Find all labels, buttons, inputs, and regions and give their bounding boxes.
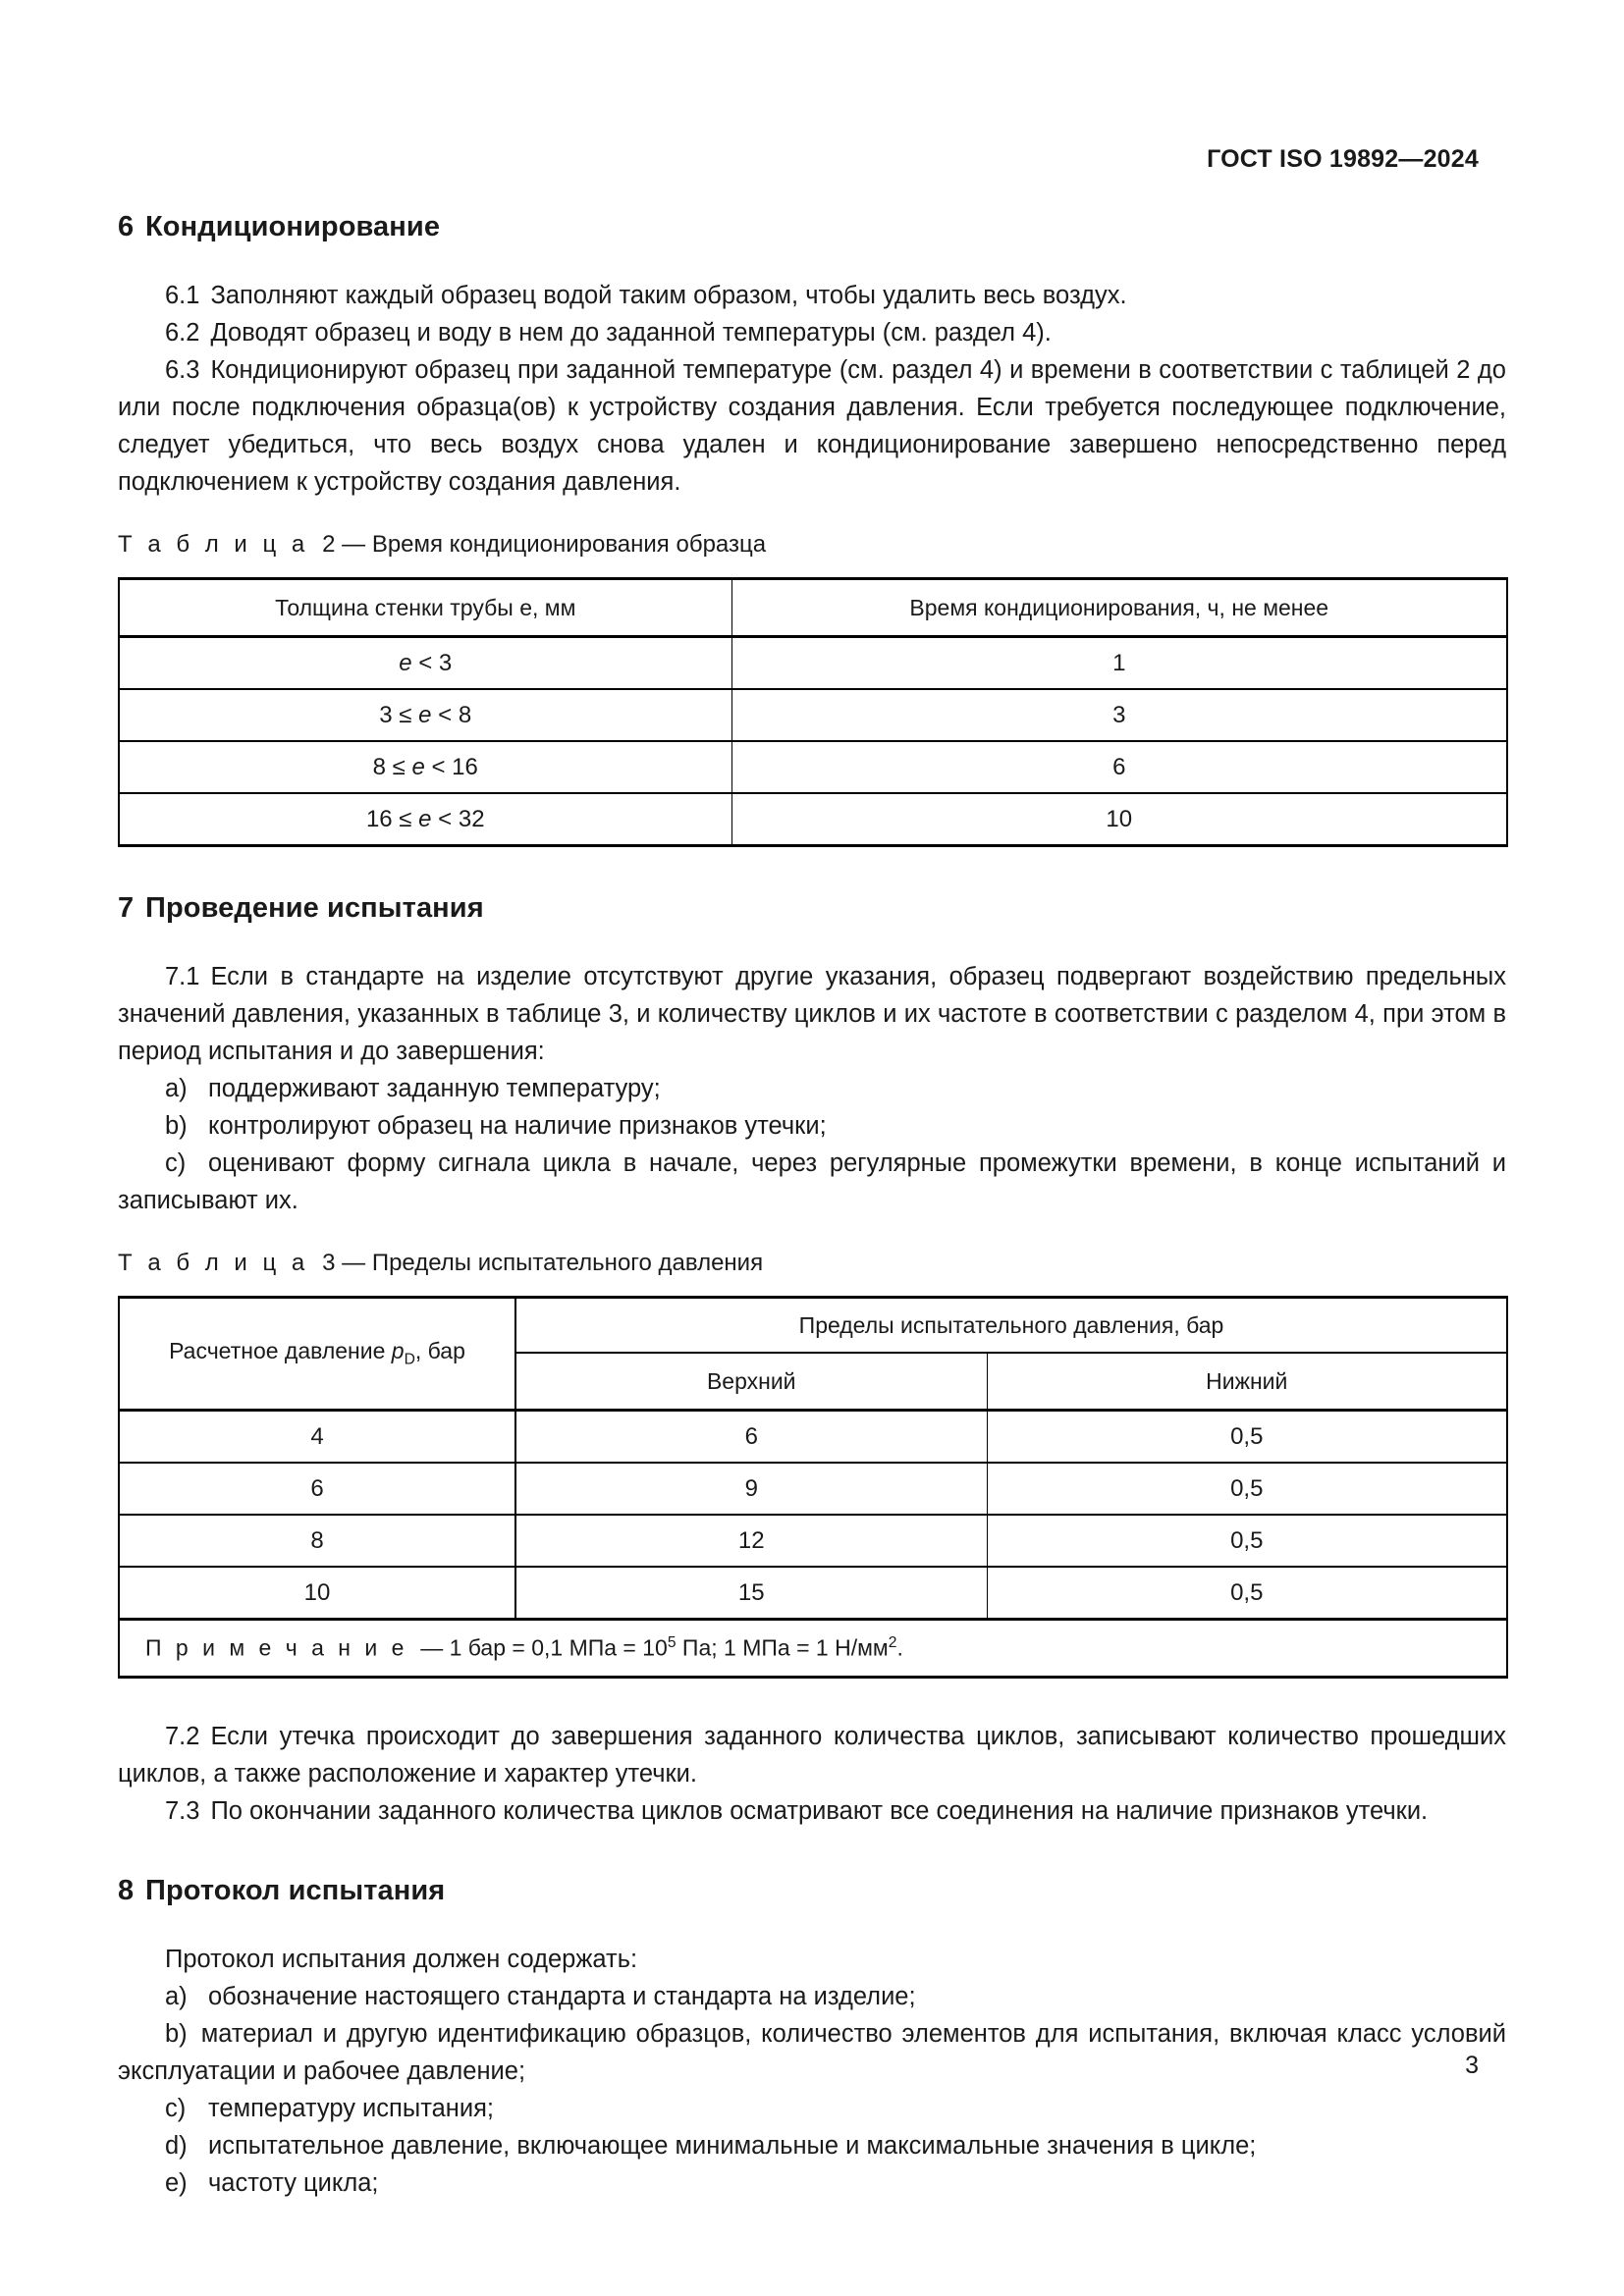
section-8-intro: Протокол испытания должен содержать: [165, 1946, 638, 1973]
table-row [119, 1567, 1507, 1620]
table-3-caption-title: Пределы испытательного давления [371, 1250, 764, 1276]
table-3-cell-design: 8 [119, 1515, 515, 1567]
table-2-caption-dash: — [342, 531, 366, 558]
table-3-note-sup-b: 2 [888, 1634, 897, 1652]
table-2-cell-time: 6 [731, 741, 1507, 793]
table-3-header-limits-group: Пределы испытательного давления, бар [515, 1298, 1507, 1354]
table-3-note-dash: — [420, 1634, 444, 1661]
list-item-text: материал и другую идентификацию образцов, количество элементов для испытания, включая класс условий эксплуатации и рабочее давление; [118, 2020, 1506, 2085]
section-8-number: 8 [118, 1875, 135, 1906]
paragraph-7-2 [118, 1718, 1506, 1792]
paragraph-6-3-text: Кондиционируют образец при заданной температуре (см. раздел 4) и времени в соответствии с таблицей 2 до или после подключения образца(ов) к устройству создания давления. Если требуется последующее подключение, следует убедиться, что весь воздух снова удален и кондиционирование завершено непосредственно перед подключением к устройству создания давления. [118, 356, 1506, 496]
section-7-heading [118, 892, 1506, 925]
running-header-standard-id: ГОСТ ISO 19892—2024 [1207, 145, 1479, 173]
table-2-cell-thickness: 16 ≤ e < 32 [119, 793, 731, 846]
list-item [118, 2090, 1506, 2127]
list-item-text: испытательное давление, включающее минимальные и максимальные значения в цикле; [208, 2132, 1257, 2160]
table-row [119, 1515, 1507, 1567]
section-7-title: Проведение испытания [145, 892, 484, 924]
paragraph-6-1-number: 6.1 [165, 282, 200, 309]
table-2-cell-thickness: 8 ≤ e < 16 [119, 741, 731, 793]
list-item-text: контролируют образец на наличие признаков утечки; [208, 1112, 827, 1140]
table-3-cell-upper: 15 [515, 1567, 987, 1620]
table-2-cell-time: 3 [731, 689, 1507, 741]
list-item-marker: c) [165, 1149, 187, 1177]
paragraph-7-1 [118, 958, 1506, 1070]
paragraph-6-2-text: Доводят образец и воду в нем до заданной температуры (см. раздел 4). [210, 319, 1052, 347]
table-3-note-text-b: Па; 1 МПа = 1 Н/мм [676, 1634, 889, 1661]
paragraph-7-2-number: 7.2 [165, 1723, 200, 1750]
table-2-caption-number: 2 [322, 531, 336, 558]
paragraph-7-1-number: 7.1 [165, 963, 200, 990]
table-3-header-lower: Нижний [987, 1353, 1507, 1411]
list-item [118, 1978, 1506, 2015]
table-3-cell-lower: 0,5 [987, 1463, 1507, 1515]
table-3-cell-lower: 0,5 [987, 1411, 1507, 1464]
table-2-header-row [119, 579, 1507, 637]
table-3-caption-number: 3 [322, 1250, 336, 1276]
table-3-note-text-c: . [896, 1634, 903, 1661]
list-item [118, 1070, 1506, 1107]
list-item [118, 2164, 1506, 2202]
table-2-cell-time: 10 [731, 793, 1507, 846]
table-3-cell-lower: 0,5 [987, 1515, 1507, 1567]
table-row [119, 1463, 1507, 1515]
table-2-header-thickness: Толщина стенки трубы e, мм [119, 579, 731, 637]
paragraph-6-3 [118, 351, 1506, 501]
list-item-marker: b) [165, 1112, 188, 1140]
table-2 [118, 577, 1508, 847]
list-item-marker: d) [165, 2132, 188, 2160]
list-item-text: обозначение настоящего стандарта и стандарта на изделие; [208, 1983, 916, 2010]
table-2-caption-title: Время кондиционирования образца [371, 531, 767, 558]
list-item-text: температуру испытания; [208, 2095, 494, 2122]
page-number: 3 [1465, 2052, 1479, 2079]
table-3-cell-lower: 0,5 [987, 1567, 1507, 1620]
section-8-title: Протокол испытания [145, 1875, 446, 1906]
list-item-marker: a) [165, 1983, 188, 2010]
table-row [119, 793, 1507, 846]
table-3-cell-upper: 9 [515, 1463, 987, 1515]
table-row [119, 741, 1507, 793]
table-2-cell-thickness: 3 ≤ e < 8 [119, 689, 731, 741]
paragraph-7-3-number: 7.3 [165, 1797, 200, 1825]
list-item-marker: a) [165, 1075, 188, 1102]
list-item-text: оценивают форму сигнала цикла в начале, через регулярные промежутки времени, в конце испытаний и записывают их. [118, 1149, 1506, 1214]
section-6-title: Кондиционирование [145, 211, 441, 242]
table-3-caption-dash: — [342, 1250, 366, 1276]
table-row [119, 1411, 1507, 1464]
paragraph-7-3-text: По окончании заданного количества циклов осматривают все соединения на наличие признаков утечки. [210, 1797, 1429, 1825]
list-item [118, 1107, 1506, 1145]
paragraph-6-2 [118, 314, 1506, 351]
page-content [118, 211, 1506, 2202]
table-3 [118, 1296, 1508, 1679]
table-3-cell-design: 10 [119, 1567, 515, 1620]
list-item-text: частоту цикла; [208, 2169, 379, 2197]
list-item-text: поддерживают заданную температуру; [208, 1075, 661, 1102]
paragraph-7-2-text: Если утечка происходит до завершения заданного количества циклов, записывают количество прошедших циклов, а также расположение и характер утечки. [118, 1723, 1506, 1788]
section-6-number: 6 [118, 211, 135, 242]
section-7-number: 7 [118, 892, 135, 924]
paragraph-7-3 [118, 1792, 1506, 1830]
list-item-marker: b) [165, 2020, 188, 2048]
table-row [119, 637, 1507, 690]
table-3-header-row-1 [119, 1298, 1507, 1354]
table-3-cell-design: 4 [119, 1411, 515, 1464]
list-item [118, 1145, 1506, 1219]
paragraph-6-2-number: 6.2 [165, 319, 200, 347]
paragraph-6-1-text: Заполняют каждый образец водой таким образом, чтобы удалить весь воздух. [210, 282, 1127, 309]
table-row [119, 689, 1507, 741]
table-3-header-design-pressure: Расчетное давление $p_D$, бар [119, 1298, 515, 1411]
table-3-header-upper: Верхний [515, 1353, 987, 1411]
section-8-heading [118, 1875, 1506, 1907]
table-2-caption [118, 528, 1506, 561]
list-item-marker: e) [165, 2169, 188, 2197]
table-3-caption-label: Т а б л и ц а [118, 1250, 309, 1276]
list-item [118, 2127, 1506, 2164]
table-3-cell-design: 6 [119, 1463, 515, 1515]
table-3-note-row [119, 1620, 1507, 1678]
section-6-heading [118, 211, 1506, 243]
table-3-cell-upper: 6 [515, 1411, 987, 1464]
table-3-cell-upper: 12 [515, 1515, 987, 1567]
table-2-header-time: Время кондиционирования, ч, не менее [731, 579, 1507, 637]
table-3-note [119, 1620, 1507, 1678]
list-item-marker: c) [165, 2095, 187, 2122]
paragraph-6-1 [118, 277, 1506, 314]
list-item [118, 2015, 1506, 2090]
table-2-cell-time: 1 [731, 637, 1507, 690]
table-2-cell-thickness: e < 3 [119, 637, 731, 690]
table-2-caption-label: Т а б л и ц а [118, 531, 309, 558]
paragraph-7-1-text: Если в стандарте на изделие отсутствуют другие указания, образец подвергают воздействию предельных значений давления, указанных в таблице 3, и количеству циклов и их частоте в соответствии с разделом 4, при этом в период испытания и до завершения: [118, 963, 1506, 1065]
table-3-caption [118, 1247, 1506, 1280]
table-3-note-text-a: 1 бар = 0,1 МПа = 10 [449, 1634, 668, 1661]
table-3-note-sup-a: 5 [667, 1634, 677, 1652]
table-3-note-label: П р и м е ч а н и е [145, 1634, 408, 1661]
paragraph-6-3-number: 6.3 [165, 356, 200, 384]
